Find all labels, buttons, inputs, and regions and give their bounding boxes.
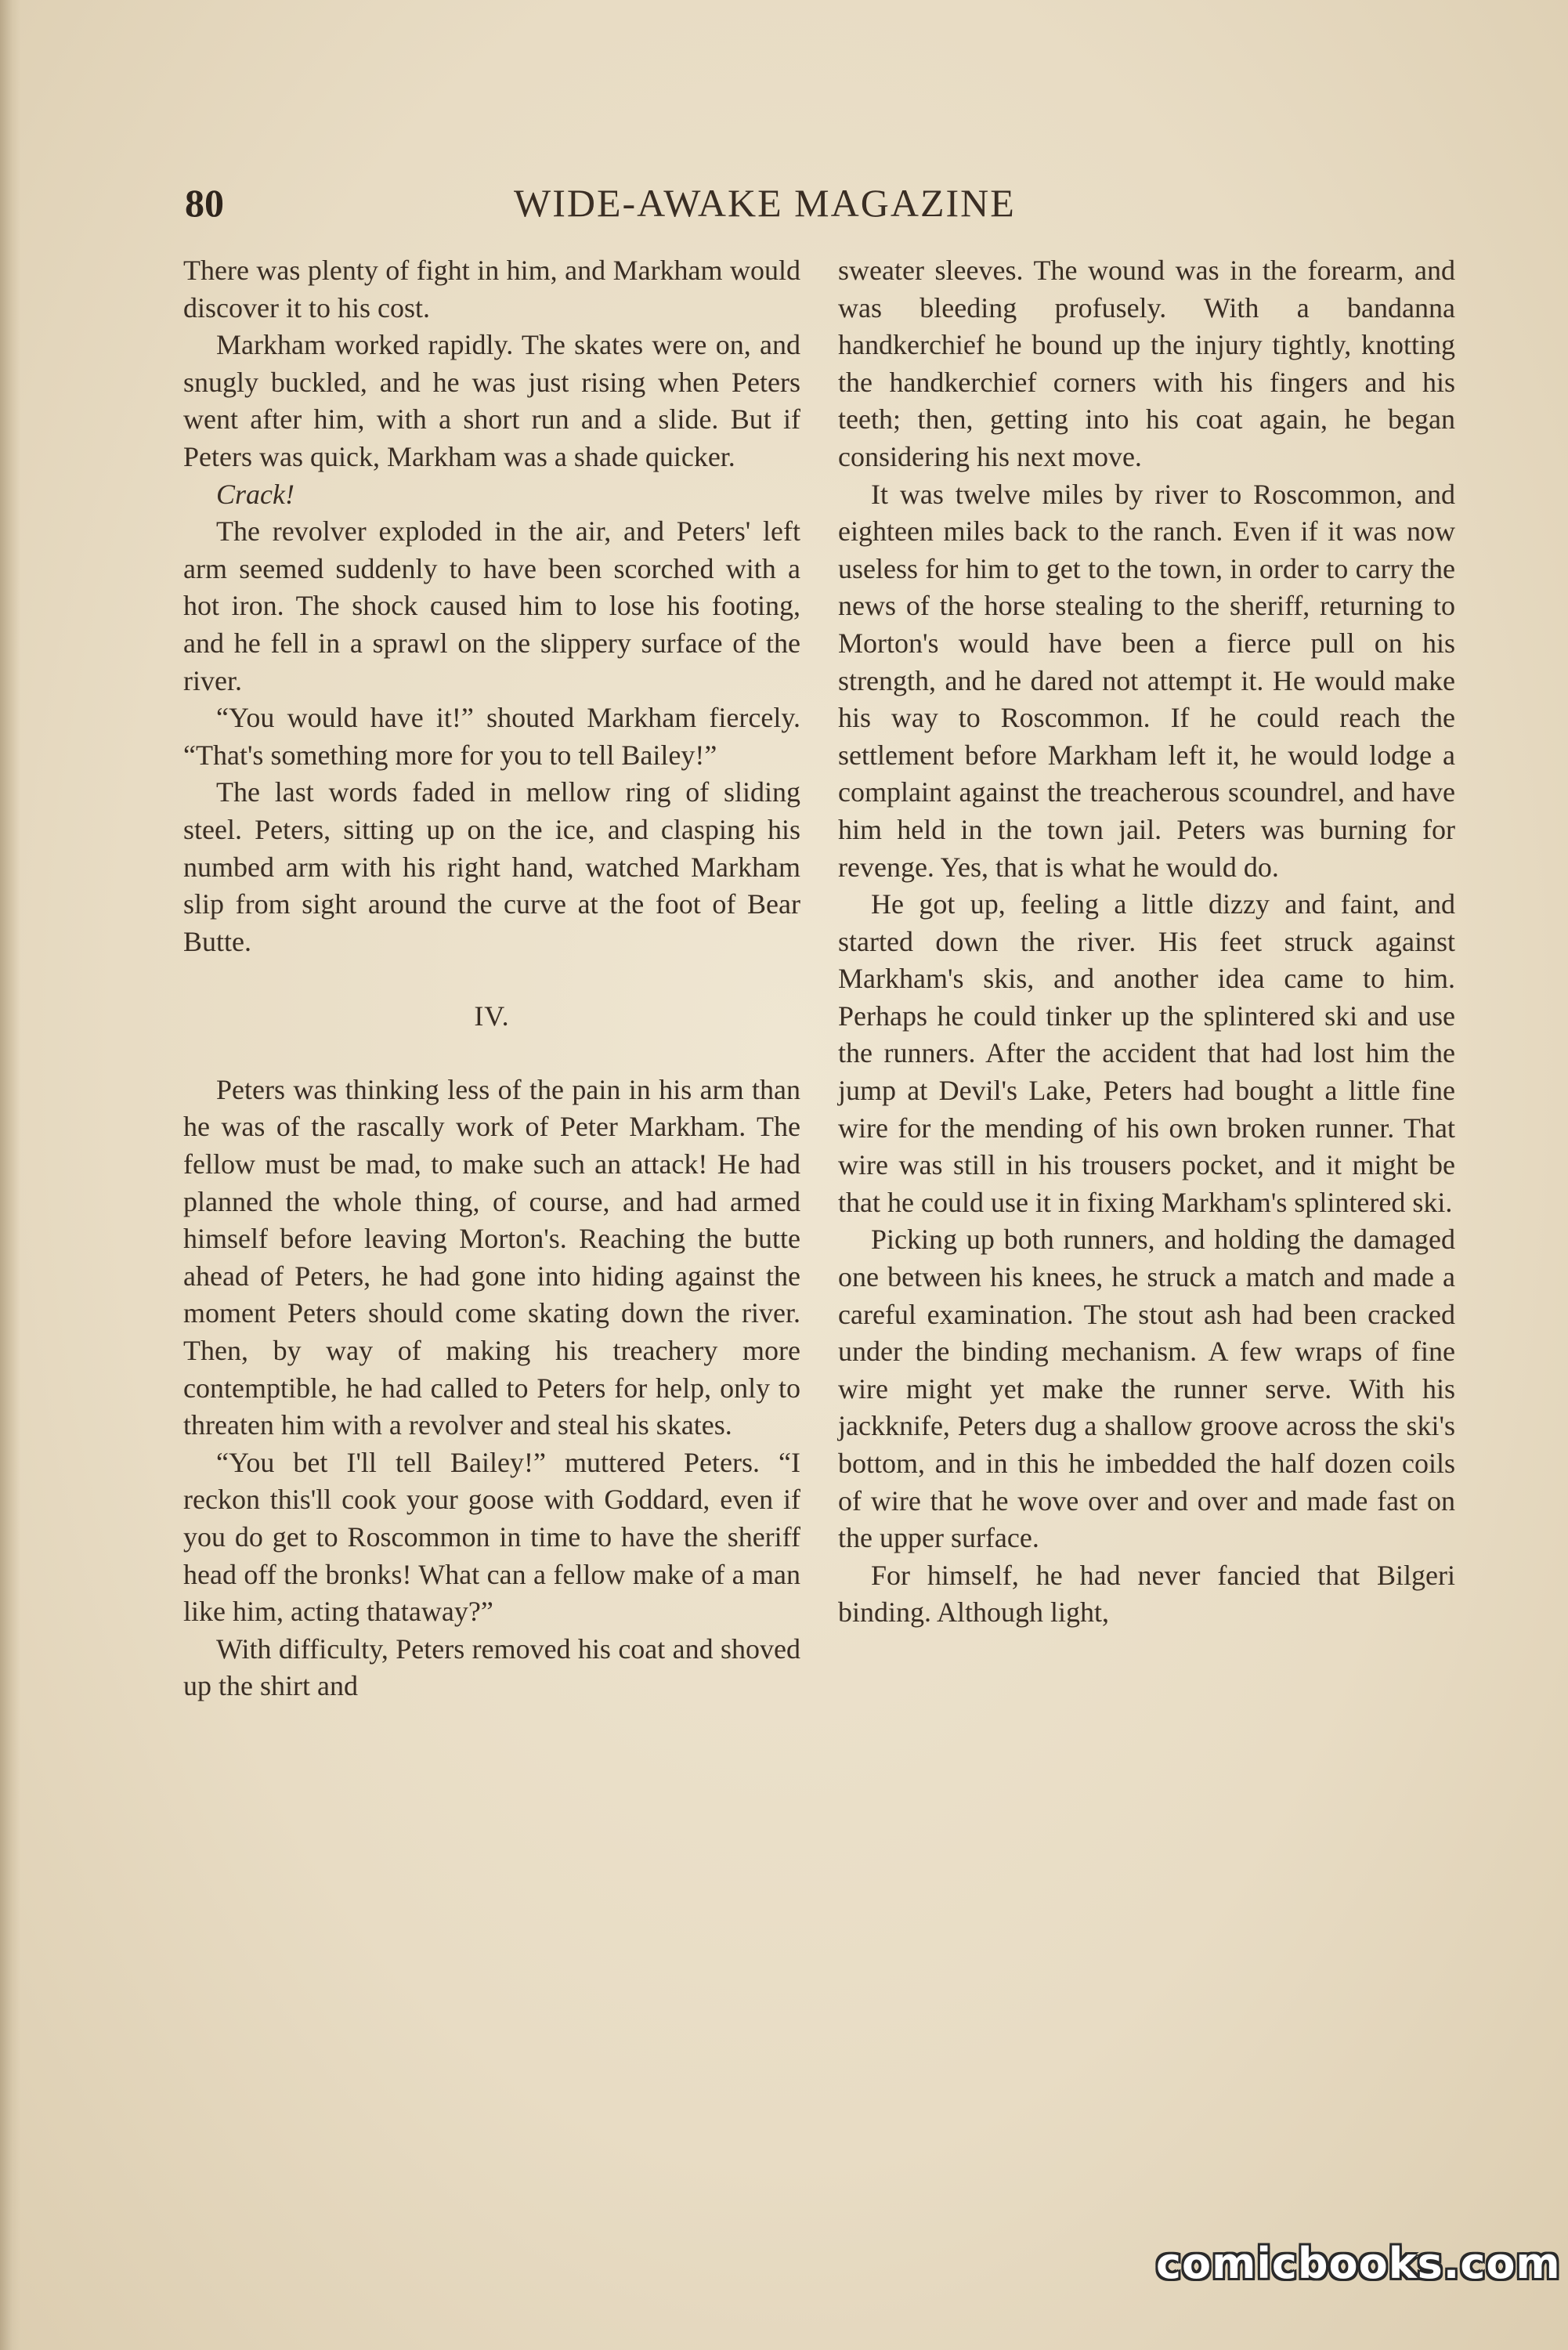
right-column-paragraphs — [838, 252, 1455, 1632]
paragraph: The last words faded in mellow ring of sliding steel. Peters, sitting up on the ice, and clasping his numbed arm with his right hand, watched Markham slip from sight around the curve at the foot of Bear Butte. — [183, 776, 800, 957]
paragraph: Markham worked rapidly. The skates were on, and snugly buckled, and he was just rising when Peters went after him, with a short run and a slide. But if Peters was quick, Markham was a shade quicker. — [183, 329, 800, 472]
paragraph: “You bet I'll tell Bailey!” muttered Peters. “I reckon this'll cook your goose with Goddard, even if you do get to Roscommon in time to have the sheriff head off the bronks! What can a fellow make of a man like him, acting thataway?” — [183, 1446, 800, 1628]
paragraph: Picking up both runners, and holding the damaged one between his knees, he struck a match and made a careful examination. The stout ash had been cracked under the binding mechanism. A few wraps of fine wire might yet make the runner serve. With his jackknife, Peters dug a shallow groove across the ski's bottom, and in this he imbedded the half dozen coils of wire that he wove over and over and made fast on the upper surface. — [838, 1224, 1455, 1554]
paragraph: Peters was thinking less of the pain in his arm than he was of the rascally work of Peter Markham. The fellow must be mad, to make such an attack! He had planned the whole thing, of course, and had armed himself before leaving Morton's. Reaching the butte ahead of Peters, he had gone into hiding against the moment Peters should come skating down the river. Then, by way of making his treachery more contemptible, he had called to Peters for help, only to threaten him with a revolver and steal his skates. — [183, 1073, 800, 1441]
left-column-paragraphs-after-heading — [183, 1072, 800, 1705]
paragraph: There was plenty of fight in him, and Markham would discover it to his cost. — [183, 255, 800, 324]
left-column — [183, 252, 800, 1705]
paragraph: With difficulty, Peters removed his coat and shoved up the shirt and — [183, 1632, 800, 1702]
paragraph: For himself, he had never fancied that Bilgeri binding. Although light, — [838, 1559, 1455, 1629]
paragraph: Crack! — [216, 478, 294, 510]
right-column — [838, 252, 1455, 1632]
left-column-paragraphs — [183, 252, 800, 960]
section-heading: IV. — [474, 1000, 510, 1032]
paragraph: sweater sleeves. The wound was in the forearm, and was bleeding profusely. With a bandanna handkerchief he bound up the injury tightly, knotting the handkerchief corners with his fingers and his teeth; then, getting into his coat again, he began considering his next move. — [838, 255, 1455, 472]
watermark-logo: comicbooks.com — [1156, 2239, 1561, 2288]
paragraph: The revolver exploded in the air, and Peters' left arm seemed suddenly to have been scorched with a hot iron. The shock caused him to lose his footing, and he fell in a sprawl on the slippery surface of the river. — [183, 515, 800, 696]
page-number: 80 — [185, 181, 224, 225]
paragraph: “You would have it!” shouted Markham fiercely. “That's something more for you to tell Bailey!” — [183, 702, 800, 771]
paragraph: He got up, feeling a little dizzy and faint, and started down the river. His feet struck against Markham's skis, and another idea came to him. Perhaps he could tinker up the splintered ski and use the runners. After the accident that had lost him the jump at Devil's Lake, Peters had bought a little fine wire for the mending of his own broken runner. That wire was still in his trousers pocket, and it might be that he could use it in fixing Markham's splintered ski. — [838, 888, 1455, 1218]
page-header — [185, 175, 1454, 230]
paragraph: It was twelve miles by river to Roscommon, and eighteen miles back to the ranch. Even if it was now useless for him to get to the town, in order to carry the news of the horse stealing to the sheriff, returning to Morton's would have been a fierce pull on his strength, and he dared not attempt it. He would make his way to Roscommon. If he could reach the settlement before Markham left it, he would lodge a complaint against the treacherous scoundrel, and have him held in the town jail. Peters was burning for revenge. Yes, that is what he would do. — [838, 478, 1455, 883]
running-title: WIDE-AWAKE MAGAZINE — [514, 181, 1016, 225]
